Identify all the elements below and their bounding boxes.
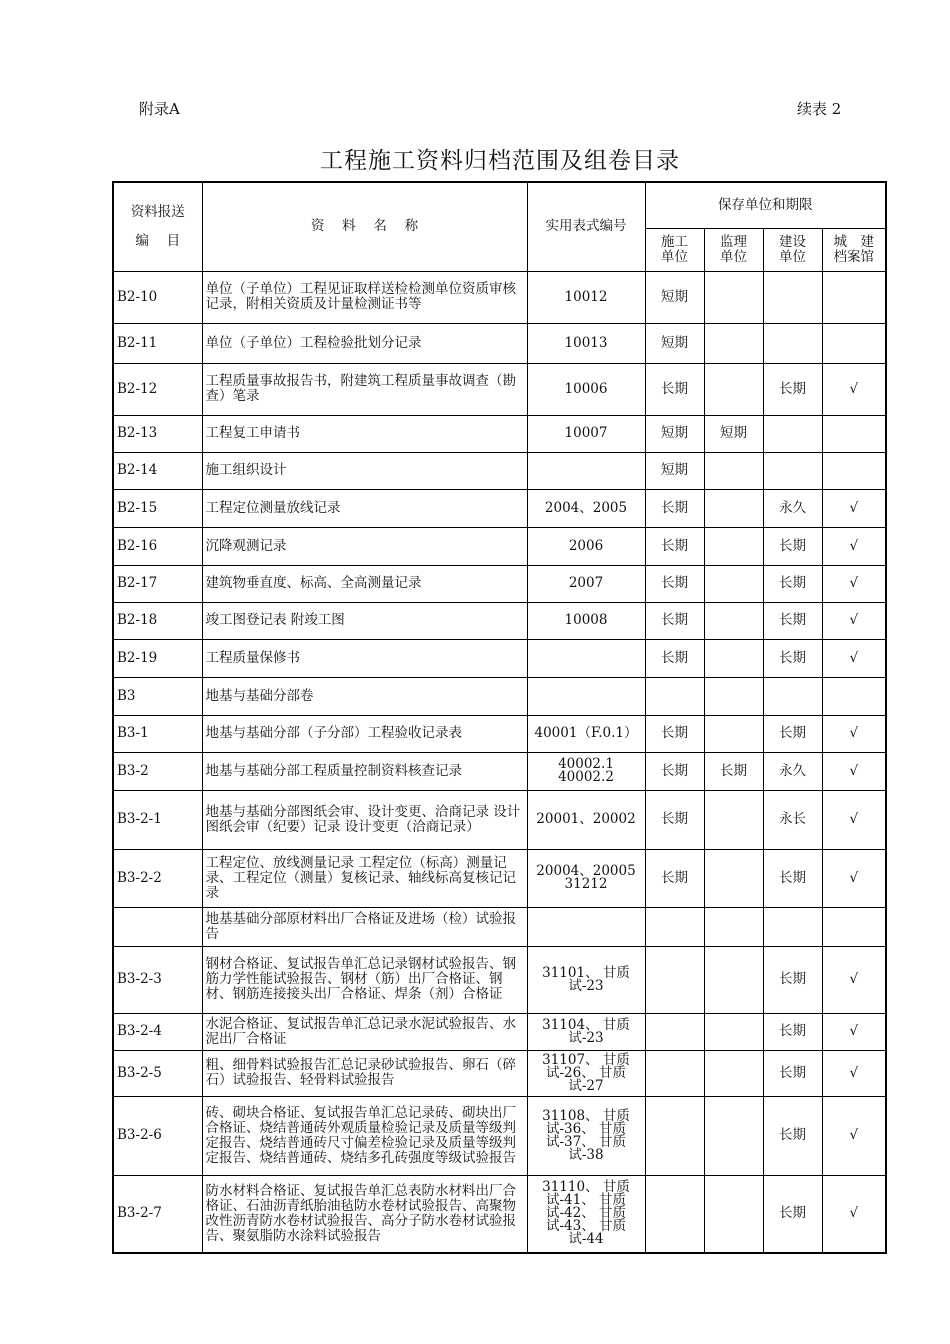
table-row [113,1096,886,1175]
row-construction-retention [645,907,704,946]
row-name: 地基基础分部原材料出厂合格证及进场（检）试验报告 [202,907,527,946]
row-construction-retention: 长期 [645,849,704,907]
row-owner-retention: 长期 [763,1013,822,1050]
row-name: 工程定位、放线测量记录 工程定位（标高）测量记录、工程定位（测量）复核记录、轴线标高复核记记录 [202,849,527,907]
row-owner-retention: 长期 [763,849,822,907]
row-code: B2-18 [113,602,202,639]
row-owner-retention [763,323,822,363]
row-supervision-retention [704,1175,763,1253]
row-form-number: 31110、 甘质试-41、 甘质试-42、 甘质试-43、 甘质试-44 [527,1175,645,1253]
row-owner-retention [763,677,822,715]
row-form-number: 10008 [527,602,645,639]
table-row [113,271,886,323]
row-owner-retention: 长期 [763,602,822,639]
row-construction-retention: 长期 [645,527,704,565]
row-archive-mark [822,907,886,946]
row-code: B2-19 [113,639,202,677]
row-supervision-retention [704,271,763,323]
table-row [113,565,886,602]
row-code [113,907,202,946]
row-owner-retention: 长期 [763,363,822,415]
row-construction-retention: 短期 [645,271,704,323]
table-row [113,715,886,752]
row-archive-mark: √ [822,1050,886,1096]
code-header-line1: 资料报送 [130,203,185,220]
col-header-form: 实用表式编号 [527,182,645,271]
row-owner-retention: 长期 [763,1096,822,1175]
table-row [113,677,886,715]
row-construction-retention [645,1096,704,1175]
row-name: 竣工图登记表 附竣工图 [202,602,527,639]
table-row [113,363,886,415]
row-code: B3-2-1 [113,790,202,849]
row-construction-retention: 长期 [645,715,704,752]
row-construction-retention: 短期 [645,452,704,489]
row-supervision-retention [704,363,763,415]
row-construction-retention [645,1013,704,1050]
row-supervision-retention [704,323,763,363]
row-code: B3-2-2 [113,849,202,907]
row-construction-retention [645,677,704,715]
code-header-line2: 编 目 [135,232,181,249]
table-row [113,1050,886,1096]
row-form-number: 31101、 甘质试-23 [527,946,645,1013]
row-construction-retention [645,946,704,1013]
table-row [113,639,886,677]
row-form-number: 20001、20002 [527,790,645,849]
row-archive-mark: √ [822,715,886,752]
row-name: 地基与基础分部工程质量控制资料核查记录 [202,752,527,790]
table-row [113,752,886,790]
row-form-number: 10012 [527,271,645,323]
row-owner-retention [763,271,822,323]
table-row [113,415,886,452]
row-archive-mark [822,452,886,489]
row-construction-retention: 长期 [645,752,704,790]
row-code: B3-1 [113,715,202,752]
row-form-number: 20004、20005 31212 [527,849,645,907]
col-header-construction: 施工单位 [645,228,704,271]
header-row-1 [113,182,886,228]
row-form-number [527,639,645,677]
row-supervision-retention [704,489,763,527]
row-owner-retention: 永久 [763,489,822,527]
row-name: 单位（子单位）工程检验批划分记录 [202,323,527,363]
row-code: B3-2-3 [113,946,202,1013]
row-name: 钢材合格证、复试报告单汇总记录钢材试验报告、钢筋力学性能试验报告、钢材（筋）出厂合格证、钢材、钢筋连接接头出厂合格证、焊条（剂）合格证 [202,946,527,1013]
row-name: 建筑物垂直度、标高、全高测量记录 [202,565,527,602]
row-supervision-retention [704,565,763,602]
row-archive-mark: √ [822,489,886,527]
row-owner-retention: 永长 [763,790,822,849]
appendix-label: 附录A [139,100,180,118]
table-row [113,489,886,527]
row-supervision-retention [704,946,763,1013]
row-code: B3 [113,677,202,715]
row-archive-mark: √ [822,1013,886,1050]
row-name: 沉降观测记录 [202,527,527,565]
table-row [113,527,886,565]
row-construction-retention: 长期 [645,565,704,602]
row-owner-retention: 长期 [763,1175,822,1253]
row-supervision-retention: 长期 [704,752,763,790]
row-name: 地基与基础分部卷 [202,677,527,715]
row-code: B2-12 [113,363,202,415]
col-header-name: 资 料 名 称 [202,182,527,271]
row-construction-retention [645,1050,704,1096]
table-row [113,946,886,1013]
row-code: B3-2 [113,752,202,790]
page-title: 工程施工资料归档范围及组卷目录 [320,148,680,174]
row-supervision-retention [704,527,763,565]
row-form-number: 10006 [527,363,645,415]
archive-catalog-table [112,181,887,1254]
col-header-owner: 建设单位 [763,228,822,271]
row-owner-retention: 永久 [763,752,822,790]
table-row [113,1013,886,1050]
row-owner-retention: 长期 [763,1050,822,1096]
row-form-number: 2006 [527,527,645,565]
table-row [113,452,886,489]
row-archive-mark: √ [822,752,886,790]
row-owner-retention: 长期 [763,639,822,677]
row-name: 单位（子单位）工程见证取样送检检测单位资质审核记录，附相关资质及计量检测证书等 [202,271,527,323]
row-form-number: 31108、 甘质试-36、 甘质试-37、 甘质试-38 [527,1096,645,1175]
row-owner-retention [763,415,822,452]
table-row [113,907,886,946]
row-supervision-retention [704,452,763,489]
col-header-archive: 城 建档案馆 [822,228,886,271]
row-name: 防水材料合格证、复试报告单汇总表防水材料出厂合格证、石油沥青纸胎油毡防水卷材试验报告、高聚物改性沥青防水卷材试验报告、高分子防水卷材试验报告、聚氨脂防水涂料试验报告 [202,1175,527,1253]
row-archive-mark [822,415,886,452]
row-form-number: 10007 [527,415,645,452]
row-supervision-retention [704,639,763,677]
row-form-number: 40001（F.0.1） [527,715,645,752]
row-form-number: 2004、2005 [527,489,645,527]
row-archive-mark [822,323,886,363]
table-row [113,602,886,639]
row-code: B2-15 [113,489,202,527]
row-form-number: 31104、 甘质试-23 [527,1013,645,1050]
row-construction-retention: 长期 [645,790,704,849]
table-row [113,849,886,907]
row-owner-retention [763,907,822,946]
col-header-retention: 保存单位和期限 [645,182,886,228]
row-form-number: 10013 [527,323,645,363]
table-row [113,323,886,363]
row-name: 粗、细骨料试验报告汇总记录砂试验报告、卵石（碎石）试验报告、轻骨料试验报告 [202,1050,527,1096]
row-form-number [527,452,645,489]
col-header-supervision: 监理单位 [704,228,763,271]
row-construction-retention: 长期 [645,489,704,527]
row-code: B3-2-6 [113,1096,202,1175]
row-supervision-retention [704,849,763,907]
row-name: 水泥合格证、复试报告单汇总记录水泥试验报告、水泥出厂合格证 [202,1013,527,1050]
row-name: 施工组织设计 [202,452,527,489]
table-row [113,1175,886,1253]
row-supervision-retention [704,790,763,849]
row-name: 地基与基础分部（子分部）工程验收记录表 [202,715,527,752]
row-code: B2-16 [113,527,202,565]
row-form-number: 2007 [527,565,645,602]
row-form-number [527,677,645,715]
row-archive-mark: √ [822,790,886,849]
row-supervision-retention [704,602,763,639]
row-owner-retention [763,452,822,489]
row-archive-mark: √ [822,1096,886,1175]
row-name: 工程定位测量放线记录 [202,489,527,527]
row-archive-mark: √ [822,849,886,907]
row-name: 地基与基础分部图纸会审、设计变更、洽商记录 设计图纸会审（纪要）记录 设计变更（洽商记录） [202,790,527,849]
row-code: B2-13 [113,415,202,452]
row-construction-retention: 长期 [645,639,704,677]
row-construction-retention: 长期 [645,363,704,415]
row-supervision-retention [704,715,763,752]
row-construction-retention [645,1175,704,1253]
row-code: B2-10 [113,271,202,323]
row-supervision-retention [704,1013,763,1050]
row-supervision-retention [704,1050,763,1096]
row-archive-mark [822,677,886,715]
row-archive-mark: √ [822,565,886,602]
row-owner-retention: 长期 [763,715,822,752]
row-archive-mark: √ [822,639,886,677]
row-name: 工程质量保修书 [202,639,527,677]
row-construction-retention: 长期 [645,602,704,639]
row-owner-retention: 长期 [763,527,822,565]
row-archive-mark: √ [822,602,886,639]
row-code: B3-2-5 [113,1050,202,1096]
row-owner-retention: 长期 [763,946,822,1013]
row-owner-retention: 长期 [763,565,822,602]
row-supervision-retention [704,907,763,946]
row-name: 工程复工申请书 [202,415,527,452]
row-construction-retention: 短期 [645,415,704,452]
row-archive-mark: √ [822,363,886,415]
row-code: B2-11 [113,323,202,363]
row-form-number [527,907,645,946]
row-supervision-retention [704,1096,763,1175]
row-archive-mark [822,271,886,323]
row-code: B3-2-7 [113,1175,202,1253]
row-code: B3-2-4 [113,1013,202,1050]
row-supervision-retention [704,677,763,715]
row-form-number: 40002.1 40002.2 [527,752,645,790]
row-archive-mark: √ [822,1175,886,1253]
col-header-code [113,182,202,271]
row-code: B2-14 [113,452,202,489]
row-name: 工程质量事故报告书，附建筑工程质量事故调查（勘查）笔录 [202,363,527,415]
table-row [113,790,886,849]
row-name: 砖、砌块合格证、复试报告单汇总记录砖、砌块出厂合格证、烧结普通砖外观质量检验记录及质量等级判定报告、烧结普通砖尺寸偏差检验记录及质量等级判定报告、烧结普通砖、烧结多孔砖强度等级试验报告 [202,1096,527,1175]
row-archive-mark: √ [822,946,886,1013]
row-supervision-retention: 短期 [704,415,763,452]
row-form-number: 31107、 甘质试-26、 甘质试-27 [527,1050,645,1096]
continued-table-label: 续表 2 [797,100,842,118]
row-archive-mark: √ [822,527,886,565]
row-code: B2-17 [113,565,202,602]
row-construction-retention: 短期 [645,323,704,363]
